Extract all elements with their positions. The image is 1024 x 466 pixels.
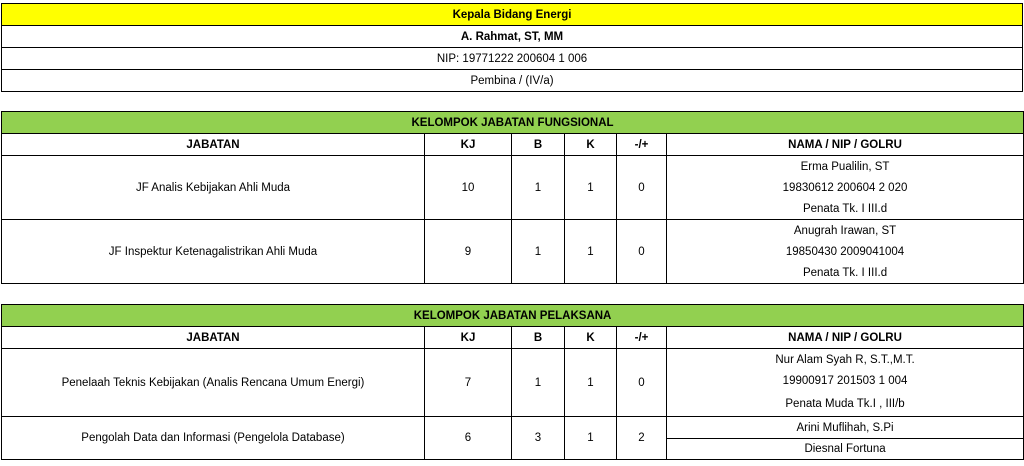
col-nama: NAMA / NIP / GOLRU [667, 134, 1024, 156]
table-row-kj: 10 [425, 156, 512, 220]
col-diff: -/+ [617, 327, 667, 349]
person-nip: 19900917 201503 1 004 [667, 370, 1024, 391]
head-title: Kepala Bidang Energi [2, 4, 1023, 26]
head-nip: NIP: 19771222 200604 1 006 [2, 48, 1023, 70]
col-diff: -/+ [617, 134, 667, 156]
person-nip: 19850430 2009041004 [667, 241, 1024, 262]
col-k: K [565, 134, 617, 156]
col-kj: KJ [425, 327, 512, 349]
table-row-b: 3 [512, 417, 565, 460]
col-b: B [512, 327, 565, 349]
table-row-diff: 0 [617, 156, 667, 220]
person-nip: 19830612 200604 2 020 [667, 177, 1024, 198]
table-row-k: 1 [565, 349, 617, 417]
table-row-kj: 7 [425, 349, 512, 417]
table-row-k: 1 [565, 417, 617, 460]
table-row-b: 1 [512, 156, 565, 220]
person-rank: Penata Tk. I III.d [667, 262, 1024, 284]
col-jabatan: JABATAN [2, 134, 425, 156]
col-kj: KJ [425, 134, 512, 156]
head-table [1, 3, 1023, 92]
table-row-jabatan: Penelaah Teknis Kebijakan (Analis Rencana Umum Energi) [2, 349, 425, 417]
person-name: Arini Muflihah, S.Pi [667, 417, 1024, 439]
table-row-kj: 9 [425, 220, 512, 284]
head-rank: Pembina / (IV/a) [2, 70, 1023, 92]
col-nama: NAMA / NIP / GOLRU [667, 327, 1024, 349]
table-row-k: 1 [565, 220, 617, 284]
table-row-kj: 6 [425, 417, 512, 460]
person-rank: Penata Muda Tk.I , III/b [667, 391, 1024, 417]
fungsional-table [1, 111, 1024, 284]
col-b: B [512, 134, 565, 156]
person-name: Anugrah Irawan, ST [667, 220, 1024, 242]
table-row-diff: 2 [617, 417, 667, 460]
col-jabatan: JABATAN [2, 327, 425, 349]
person-rank: Penata Tk. I III.d [667, 198, 1024, 220]
table-row-b: 1 [512, 220, 565, 284]
col-k: K [565, 327, 617, 349]
table-row-b: 1 [512, 349, 565, 417]
table-row-diff: 0 [617, 349, 667, 417]
head-name: A. Rahmat, ST, MM [2, 26, 1023, 48]
fungsional-title: KELOMPOK JABATAN FUNGSIONAL [2, 112, 1024, 134]
table-row-k: 1 [565, 156, 617, 220]
pelaksana-title: KELOMPOK JABATAN PELAKSANA [2, 305, 1024, 327]
table-row-jabatan: JF Inspektur Ketenagalistrikan Ahli Muda [2, 220, 425, 284]
person-name: Erma Pualilin, ST [667, 156, 1024, 178]
person-name: Nur Alam Syah R, S.T.,M.T. [667, 349, 1024, 371]
table-row-diff: 0 [617, 220, 667, 284]
table-row-jabatan: JF Analis Kebijakan Ahli Muda [2, 156, 425, 220]
pelaksana-table [1, 304, 1024, 460]
person-name: Diesnal Fortuna [667, 439, 1024, 460]
table-row-jabatan: Pengolah Data dan Informasi (Pengelola Database) [2, 417, 425, 460]
